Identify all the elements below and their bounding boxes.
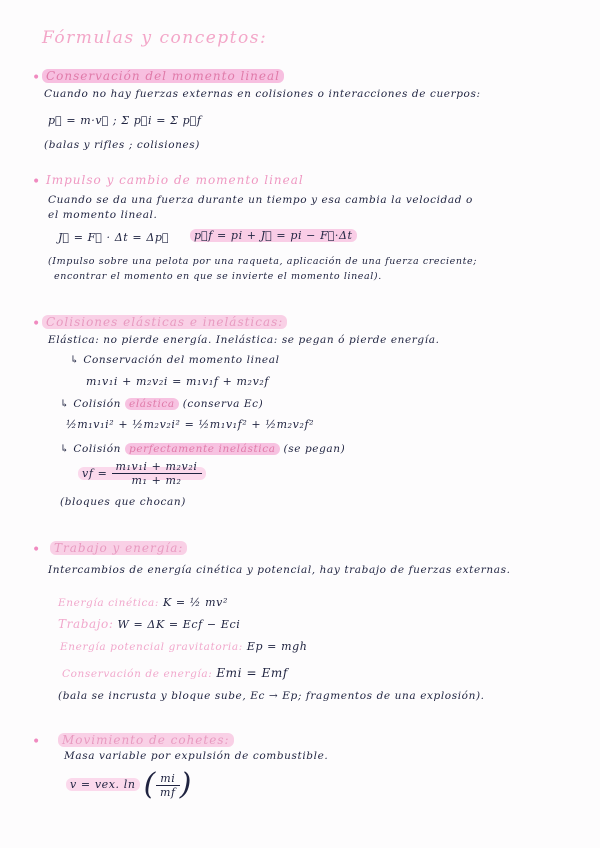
text-line: (bloques que chocan) <box>60 496 186 508</box>
bullet: • <box>32 316 41 332</box>
formula-line: Conservación de energía: Emi = Emf <box>62 666 288 680</box>
section-heading-cohetes: Movimiento de cohetes: <box>58 733 234 747</box>
bullet: • <box>32 174 41 190</box>
bullet: • <box>32 542 41 558</box>
subheading: ↳ Conservación del momento lineal <box>70 354 280 366</box>
formula: p⃗ = m·v⃗ ; Σ p⃗i = Σ p⃗f <box>48 114 202 127</box>
arrow-icon: ↳ <box>60 398 74 410</box>
text-line: Cuando se da una fuerza durante un tiempo y esa cambia la velocidad o <box>48 194 473 206</box>
formula-line: Energía potencial gravitatoria: Ep = mgh <box>60 640 308 653</box>
section-heading-impulso: Impulso y cambio de momento lineal <box>46 173 304 187</box>
arrow-icon: ↳ <box>70 354 84 366</box>
formula: m₁v₁i + m₂v₂i = m₁v₁f + m₂v₂f <box>86 375 270 388</box>
text-line: (balas y rifles ; colisiones) <box>44 139 200 151</box>
bullet: • <box>32 70 41 86</box>
formula-line: Trabajo: W = ΔK = Ecf − Eci <box>58 617 241 631</box>
subheading: ↳ Colisión perfectamente inelástica (se pegan) <box>60 443 346 455</box>
section-heading-colisiones: Colisiones elásticas e inelásticas: <box>42 315 287 329</box>
section-heading-trabajo: Trabajo y energía: <box>50 541 187 555</box>
text-line: (bala se incrusta y bloque sube, Ec → Ep; fragmentos de una explosión). <box>58 690 485 702</box>
fraction: $\frac{mi}{mf}$ <box>156 772 180 799</box>
formula: ½m₁v₁i² + ½m₂v₂i² = ½m₁v₁f² + ½m₂v₂f² <box>66 418 315 431</box>
arrow-icon: ↳ <box>60 443 74 455</box>
text-line: Cuando no hay fuerzas externas en colisiones o interacciones de cuerpos: <box>44 88 481 100</box>
fraction: $\frac{\text{m₁v₁i + m₂v₂i}}{\text{m₁ + m₂}}$ <box>112 460 202 487</box>
page-title: Fórmulas y conceptos: <box>42 28 268 48</box>
formula-vf: vf = $\frac{\text{m₁v₁i + m₂v₂i}}{\text{m₁ + m₂}}$ <box>78 460 206 487</box>
formula: J⃗ = F⃗ · Δt = Δp⃗ <box>58 231 170 244</box>
formula-rocket: v = vex. ln ( $\frac{mi}{mf}$ ) <box>66 770 192 800</box>
text-line: encontrar el momento en que se invierte el momento lineal). <box>54 271 382 282</box>
bullet: • <box>32 734 41 750</box>
text-line: Elástica: no pierde energía. Inelástica: se pegan ó pierde energía. <box>48 334 440 346</box>
text-line: Masa variable por expulsión de combustible. <box>64 750 329 762</box>
text-line: (Impulso sobre una pelota por una raqueta, aplicación de una fuerza creciente; <box>48 256 478 267</box>
formula: p⃗f = pi + J⃗ = pi − F⃗·Δt <box>190 229 357 242</box>
text-line: Intercambios de energía cinética y potencial, hay trabajo de fuerzas externas. <box>48 564 511 576</box>
formula-line: Energía cinética: K = ½ mv² <box>58 596 229 609</box>
subheading: ↳ Colisión elástica (conserva Ec) <box>60 398 264 410</box>
text-line: el momento lineal. <box>48 209 158 221</box>
section-heading-conservacion: Conservación del momento lineal <box>42 69 284 83</box>
